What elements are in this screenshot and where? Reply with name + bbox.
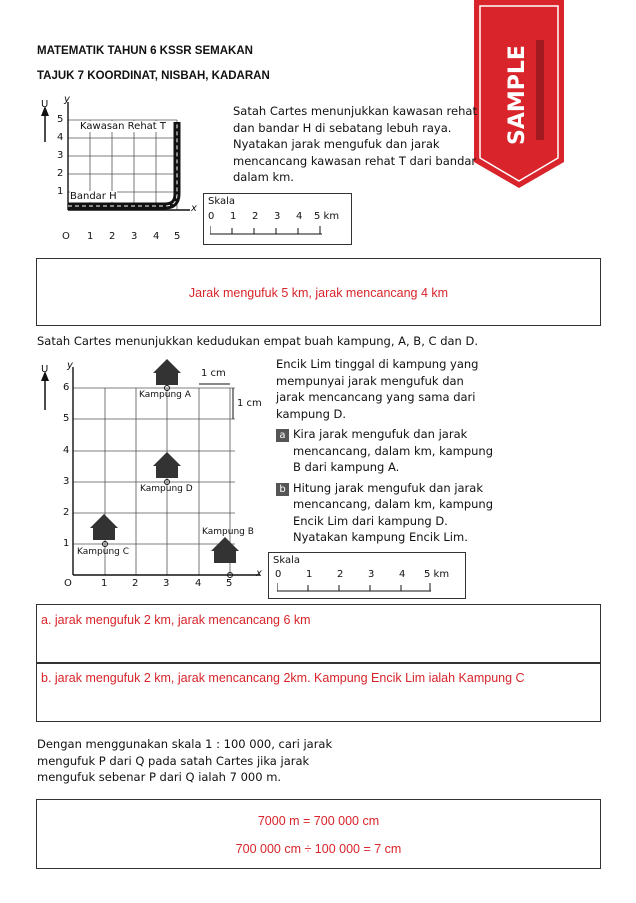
q2-y-tick: 4 (63, 445, 70, 456)
q2-x-tick: 2 (132, 578, 139, 589)
q2b-answer-box[interactable] (36, 662, 601, 722)
sample-label: SAMPLE (505, 45, 530, 145)
scale-tick: 5 km (314, 211, 340, 222)
rest-area-t-label: Kawasan Rehat T (80, 121, 166, 132)
village-b-label: Kampung B (202, 527, 254, 537)
q2a-answer: a. jarak mengufuk 2 km, jarak mencancang 6 km (41, 613, 311, 627)
q1-scale-title: Skala (208, 196, 235, 207)
q2-y-tick: 1 (63, 538, 70, 549)
q1-y-tick: 2 (57, 168, 64, 179)
part-b-badge: b (276, 483, 289, 496)
q1-line: dan bandar H di sebatang lebuh raya. (233, 120, 452, 135)
q2-line: Encik Lim tinggal di kampung yang (276, 357, 479, 371)
q3-answer-box[interactable] (36, 799, 601, 869)
q2-y-tick: 3 (63, 476, 70, 487)
scale-tick: 1 (306, 569, 313, 580)
q2-line: Kira jarak mengufuk dan jarak (293, 427, 468, 441)
q2-y-tick: 6 (63, 382, 70, 393)
q2-y-axis-label: y (67, 360, 73, 371)
q2-line: Encik Lim dari kampung D. (293, 513, 448, 528)
q2-line: jarak mencancang yang sama dari (276, 390, 476, 404)
scale-tick: 0 (275, 569, 282, 580)
q1-answer-box[interactable] (36, 258, 601, 326)
q3-line: mengufuk P dari Q pada satah Cartes jika jarak (37, 753, 310, 768)
scale-tick: 1 (230, 211, 237, 222)
q1-y-tick: 1 (57, 186, 64, 197)
scale-tick: 0 (208, 211, 215, 222)
q1-x-tick: 3 (131, 231, 138, 242)
q2-y-tick: 2 (63, 507, 70, 518)
q3-line: Dengan menggunakan skala 1 : 100 000, cari jarak (37, 737, 333, 751)
q1-x-tick: 4 (153, 231, 160, 242)
q3-question (37, 736, 437, 786)
q3-answer-line2: 700 000 cm ÷ 100 000 = 7 cm (235, 842, 402, 856)
village-d-label: Kampung D (140, 484, 193, 494)
q1-y-tick: 5 (57, 114, 64, 125)
q1-x-tick: 1 (87, 231, 94, 242)
q1-y-tick: 4 (57, 132, 64, 143)
q2-north-label: U (41, 364, 49, 375)
town-h-label: Bandar H (70, 191, 117, 202)
q1-answer: Jarak mengufuk 5 km, jarak mencancang 4 km (188, 286, 449, 300)
q2-line: mencancang, dalam km, kampung (293, 497, 493, 511)
worksheet-topic: TAJUK 7 KOORDINAT, NISBAH, KADARAN (37, 70, 270, 82)
unit-vertical-label: 1 cm (237, 398, 262, 409)
q2-scale-box (268, 552, 466, 599)
q1-north-label: U (41, 99, 49, 110)
q2-line: B dari kampung A. (293, 460, 400, 474)
q2-x-tick: 4 (195, 578, 202, 589)
q2-line: kampung D. (276, 406, 347, 421)
q2-x-tick: 3 (163, 578, 170, 589)
q2-y-tick: 5 (63, 413, 70, 424)
scale-tick: 2 (252, 211, 259, 222)
part-a-badge: a (276, 429, 289, 442)
q1-x-tick: 2 (109, 231, 116, 242)
scale-tick: 5 km (424, 569, 450, 580)
q2-scale-title: Skala (273, 555, 300, 566)
scale-tick: 3 (368, 569, 375, 580)
sample-ribbon (474, 0, 564, 188)
village-c-label: Kampung C (77, 547, 130, 557)
q2-line: Hitung jarak mengufuk dan jarak (293, 480, 483, 495)
q1-origin-label: O (62, 231, 70, 242)
scale-tick: 4 (399, 569, 406, 580)
q3-answer-line1: 7000 m = 700 000 cm (257, 814, 380, 828)
scale-tick: 2 (337, 569, 344, 580)
q2a-answer-box[interactable] (36, 604, 601, 664)
worksheet-title: MATEMATIK TAHUN 6 KSSR SEMAKAN (37, 45, 253, 57)
q2-line: Nyatakan kampung Encik Lim. (293, 530, 468, 544)
q2-origin-label: O (64, 578, 72, 589)
q1-question (233, 103, 478, 186)
scale-tick: 4 (296, 211, 303, 222)
q1-line: Satah Cartes menunjukkan kawasan rehat (233, 104, 477, 118)
q2-line: mencancang, dalam km, kampung (293, 443, 493, 458)
q1-y-tick: 3 (57, 150, 64, 161)
scale-tick: 3 (274, 211, 281, 222)
q1-line: mencancang kawasan rehat T dari bandar (233, 153, 477, 168)
q1-x-tick: 5 (174, 231, 181, 242)
q2b-answer: b. jarak mengufuk 2 km, jarak mencancang 2km. Kampung Encik Lim ialah Kampung C (41, 671, 525, 685)
q1-line: Nyatakan jarak mengufuk dan jarak (233, 137, 440, 151)
q1-x-axis-label: x (191, 203, 197, 214)
q2-x-axis-label: x (256, 568, 262, 579)
q2-intro: Satah Cartes menunjukkan kedudukan empat buah kampung, A, B, C dan D. (37, 334, 478, 348)
q2-x-tick: 5 (226, 578, 233, 589)
q1-line: dalam km. (233, 170, 294, 184)
q2-line: mempunyai jarak mengufuk dan (276, 373, 464, 388)
q3-line: mengufuk sebenar P dari Q ialah 7 000 m. (37, 770, 282, 784)
q2-question (276, 356, 516, 546)
unit-horizontal-label: 1 cm (201, 368, 226, 379)
q2-x-tick: 1 (101, 578, 108, 589)
village-a-label: Kampung A (139, 390, 191, 400)
q1-y-axis-label: y (64, 94, 70, 105)
q1-scale-box (203, 193, 352, 245)
